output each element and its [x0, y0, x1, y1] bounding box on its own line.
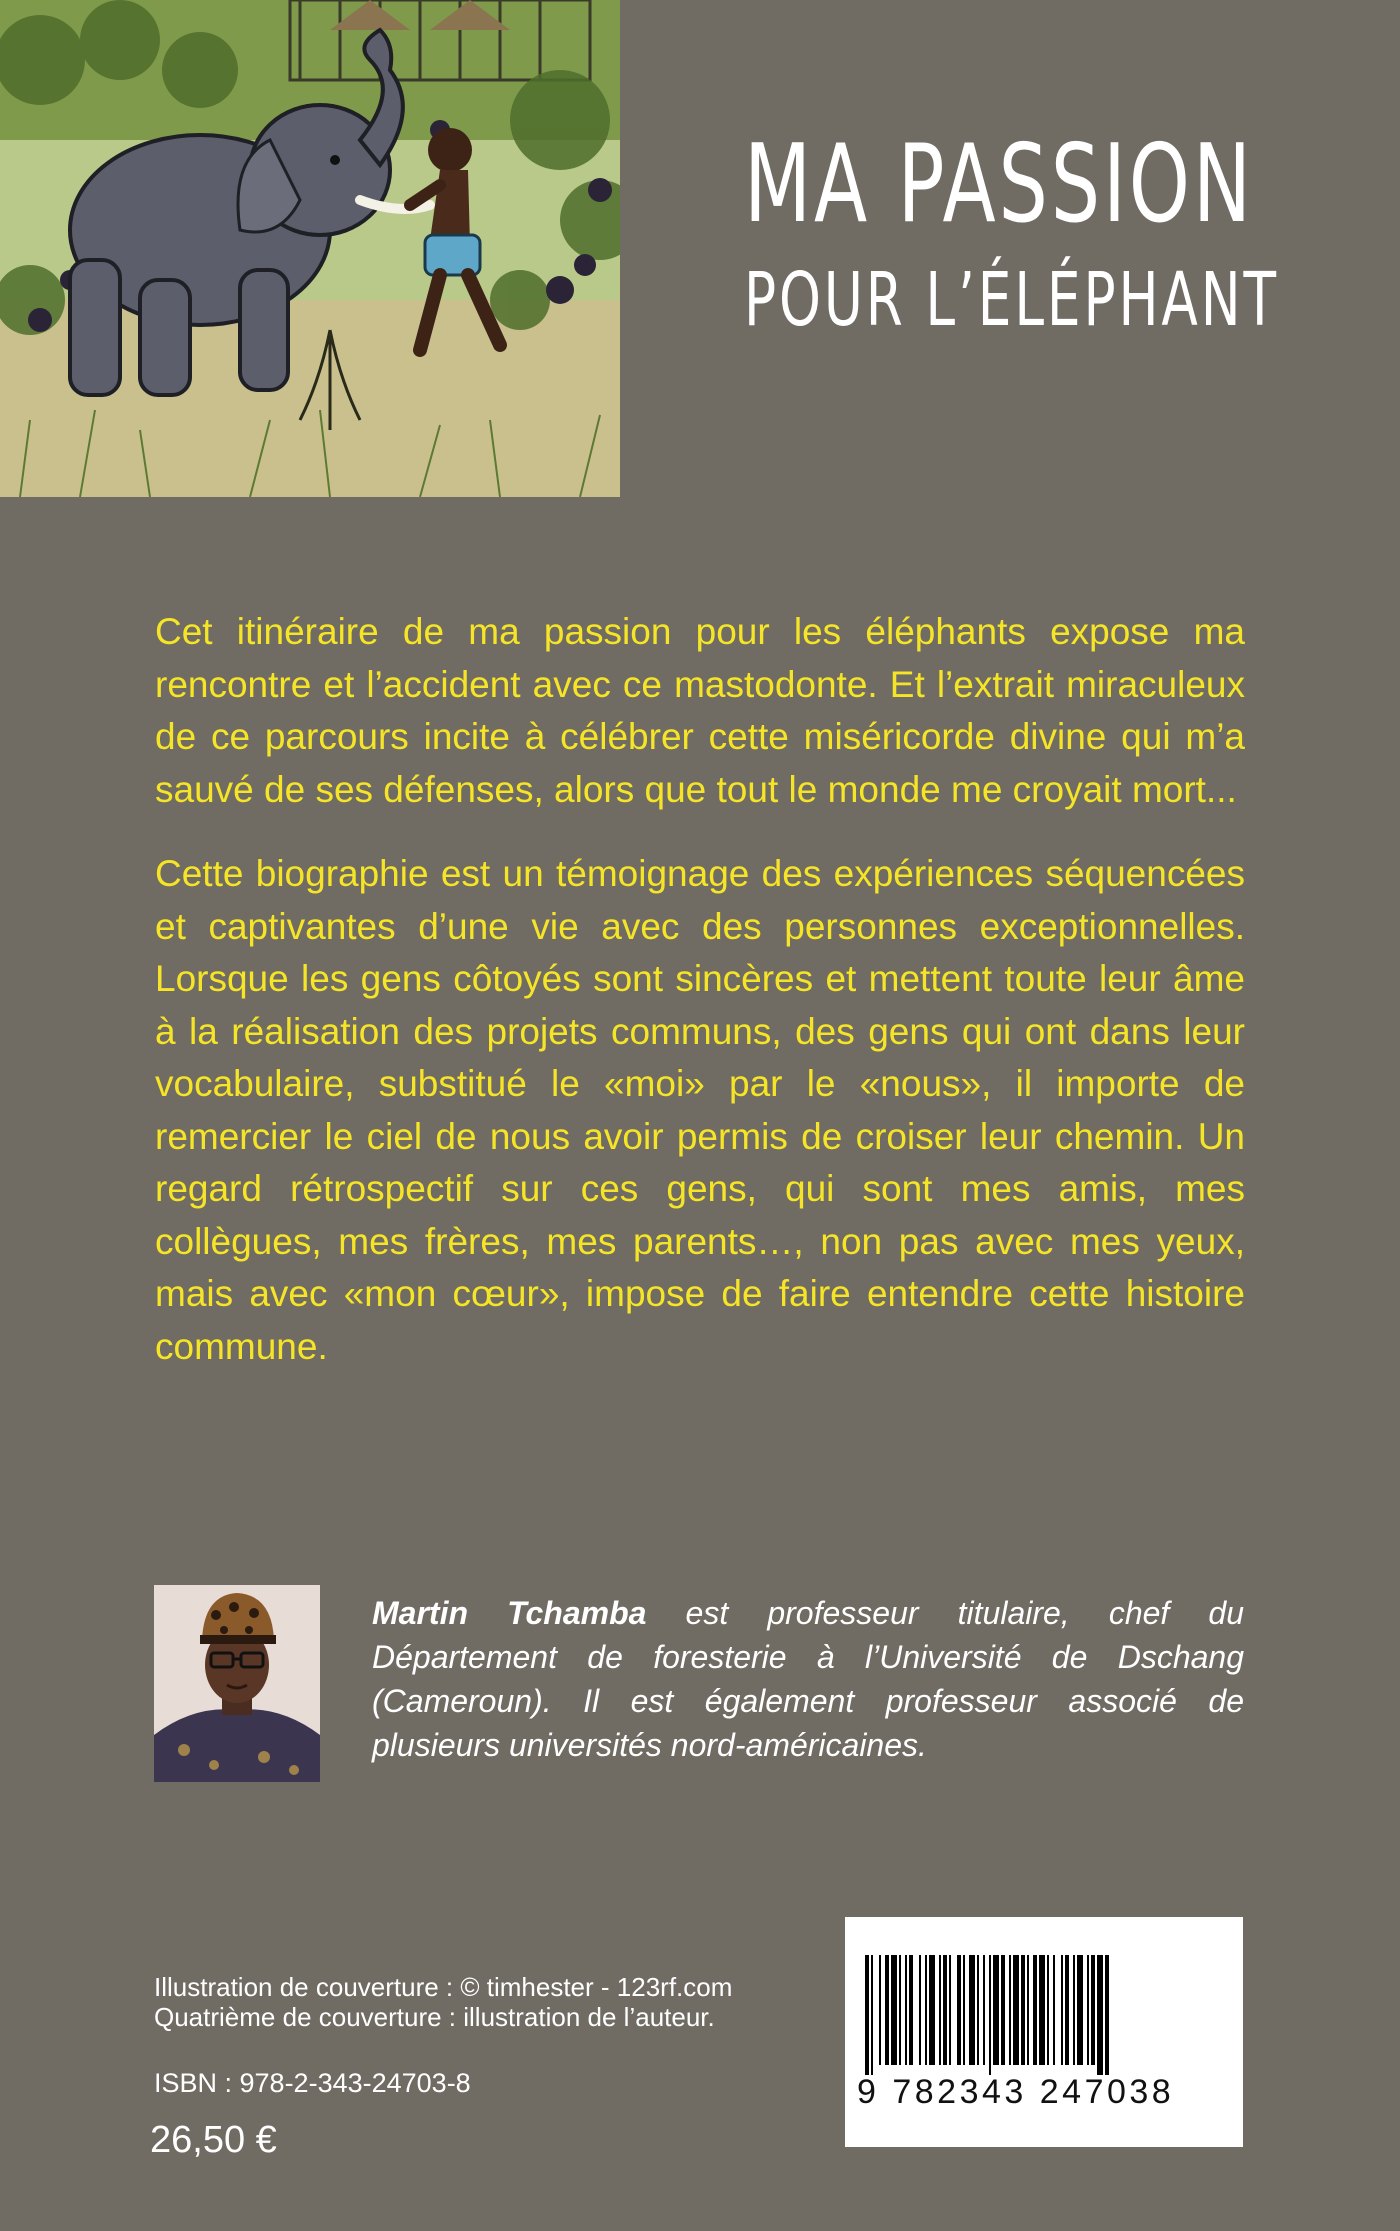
- barcode-bar: [1021, 1955, 1025, 2065]
- barcode-bars: [865, 1955, 1225, 2075]
- barcode-bar: [871, 1955, 873, 2075]
- barcode-bar: [919, 1955, 921, 2065]
- barcode-bar: [909, 1955, 913, 2065]
- barcode-bar: [939, 1955, 941, 2065]
- author-description: est professeur titulaire, chef du Département de foresterie à l’Université de Dschang (Cameroun). Il est également professeur associé de plusieurs universités nord-américaines.: [372, 1595, 1245, 1763]
- barcode: [845, 1917, 1243, 2147]
- barcode-bar: [977, 1955, 979, 2065]
- barcode-bar: [1013, 1955, 1019, 2065]
- barcode-bar: [865, 1955, 869, 2075]
- title-line-1: MA PASSION: [744, 122, 1254, 247]
- barcode-bar: [1077, 1955, 1083, 2065]
- back-cover-blurb: [155, 606, 1245, 1405]
- barcode-bar: [1033, 1955, 1037, 2065]
- barcode-bar: [969, 1955, 975, 2065]
- barcode-bar: [1065, 1955, 1069, 2065]
- author-bio: [372, 1591, 1244, 1767]
- barcode-bar: [1061, 1955, 1063, 2065]
- barcode-bar: [943, 1955, 947, 2065]
- credit-illustration: Illustration de couverture : © timhester - 123rf.com: [154, 1972, 733, 2002]
- author-photo: [154, 1585, 320, 1782]
- barcode-bar: [905, 1955, 907, 2065]
- barcode-bar: [925, 1955, 927, 2065]
- barcode-bar: [1001, 1955, 1005, 2065]
- barcode-bar: [989, 1955, 991, 2075]
- barcode-bar: [983, 1955, 985, 2065]
- author-name: Martin Tchamba: [372, 1595, 647, 1631]
- barcode-bar: [1091, 1955, 1095, 2065]
- blurb-paragraph-2: Cette biographie est un témoignage des expériences séquencées et captivantes d’une vie avec des personnes exceptionnelles. Lorsque les gens côtoyés sont sincères et mettent toute leur âme à la réalisation des projets communs, des gens qui ont dans leur vocabulaire, substitué le «moi» par le «nous», il importe de remercier le ciel de nous avoir permis de croiser leur chemin. Un regard rétrospectif sur ces gens, qui sont mes amis, mes collègues, mes frères, mes parents…, non pas avec mes yeux, mais avec «mon cœur», impose de faire entendre cette histoire commune.: [155, 853, 1245, 1367]
- barcode-bar: [885, 1955, 889, 2065]
- barcode-bar: [963, 1955, 965, 2065]
- barcode-bar: [1097, 1955, 1103, 2075]
- barcode-bar: [993, 1955, 999, 2065]
- barcode-bar: [929, 1955, 935, 2065]
- barcode-bar: [1073, 1955, 1075, 2065]
- isbn: ISBN : 978-2-343-24703-8: [154, 2068, 471, 2098]
- barcode-bar: [1047, 1955, 1049, 2065]
- barcode-bar: [1009, 1955, 1011, 2065]
- barcode-bar: [899, 1955, 901, 2065]
- cover-illustration: [0, 0, 620, 497]
- price: 26,50 €: [150, 2119, 277, 2161]
- credit-back-cover: Quatrième de couverture : illustration de l’auteur.: [154, 2002, 715, 2032]
- barcode-bar: [1105, 1955, 1109, 2075]
- blurb-paragraph-1: Cet itinéraire de ma passion pour les éléphants expose ma rencontre et l’accident avec ce mastodonte. Et l’extrait miraculeux de ce parcours incite à célébrer cette miséricorde divine qui m’a sauvé de ses défenses, alors que tout le monde me croyait mort...: [155, 611, 1245, 810]
- barcode-digits: 9 782343 247038: [857, 2073, 1175, 2111]
- book-title: [660, 120, 1279, 350]
- title-line-2: POUR L’ÉLÉPHANT: [744, 257, 1279, 343]
- barcode-bar: [1053, 1955, 1055, 2065]
- barcode-bar: [1039, 1955, 1045, 2065]
- credits: [154, 1972, 732, 2032]
- barcode-bar: [957, 1955, 961, 2065]
- barcode-bar: [949, 1955, 951, 2065]
- barcode-bar: [1087, 1955, 1089, 2065]
- barcode-bar: [1027, 1955, 1029, 2065]
- barcode-bar: [891, 1955, 897, 2065]
- barcode-bar: [879, 1955, 881, 2065]
